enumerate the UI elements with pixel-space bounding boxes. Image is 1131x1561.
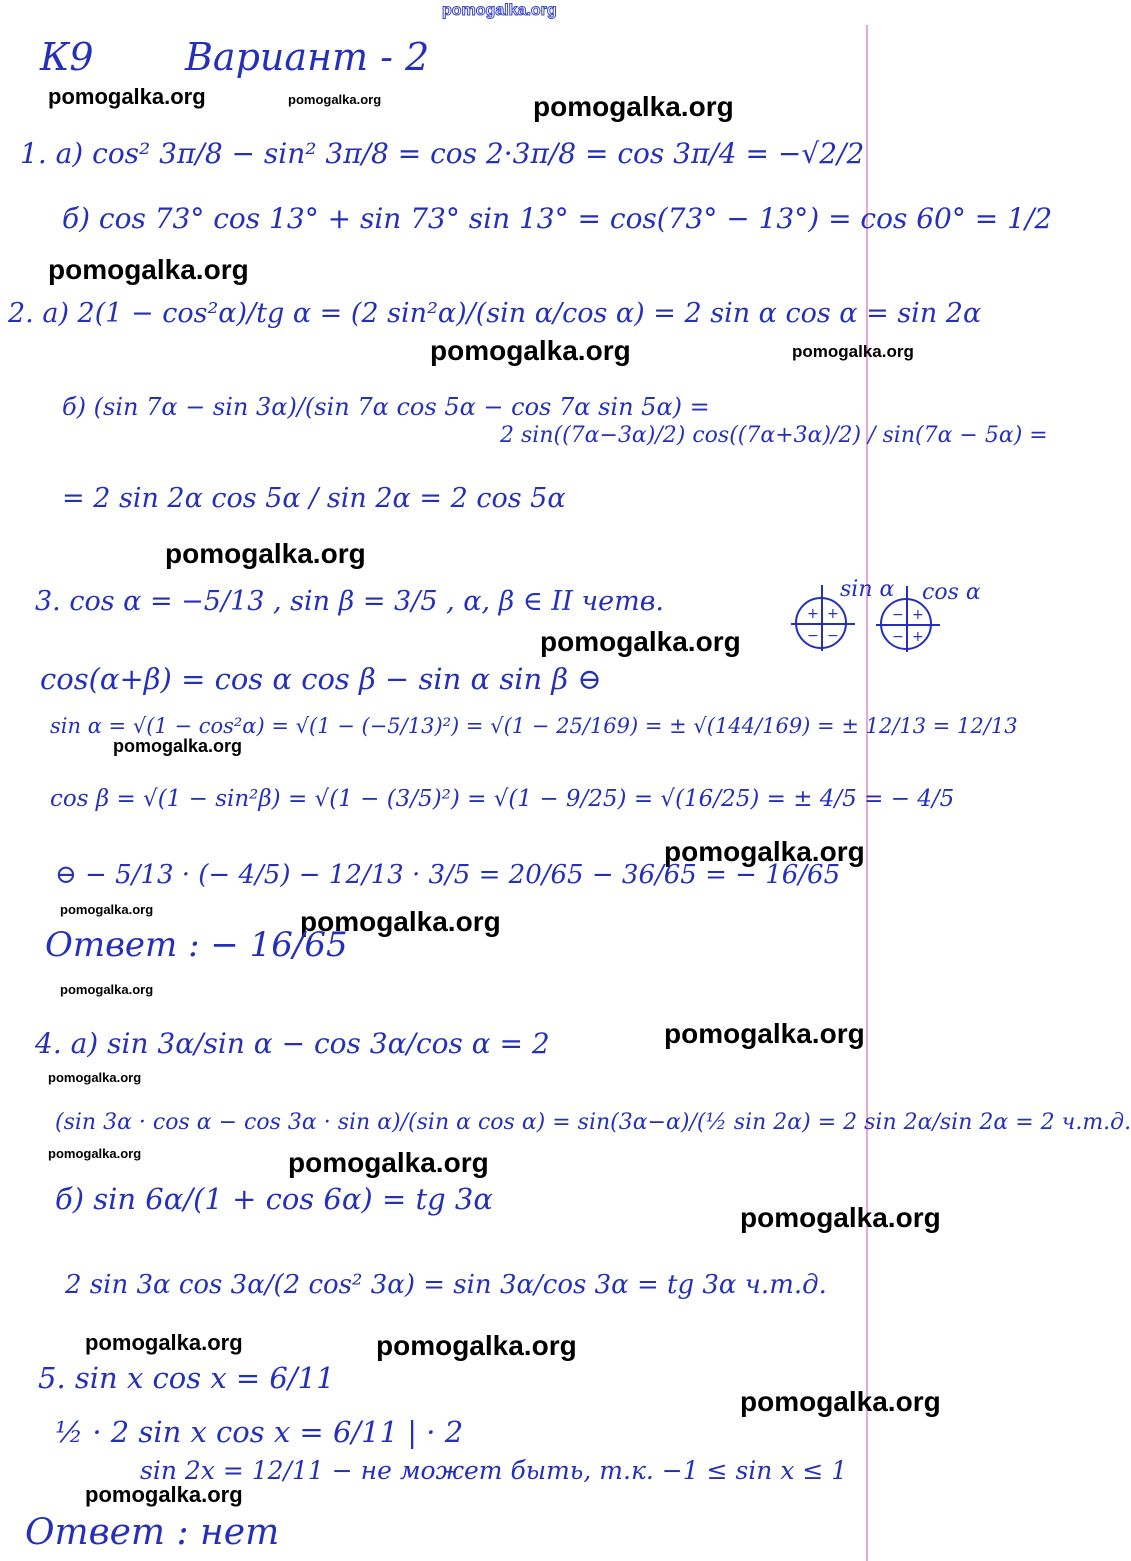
task5-answer: Ответ : нет bbox=[25, 1512, 280, 1553]
watermark: pomogalka.org bbox=[740, 1202, 941, 1233]
cos-sign-circle-icon: − + − + bbox=[880, 598, 932, 650]
task3-formula: cos(α+β) = cos α cos β − sin α sin β ⊖ bbox=[40, 662, 602, 696]
watermark: pomogalka.org bbox=[664, 836, 865, 867]
task5-eq: 5. sin x cos x = 6/11 bbox=[38, 1361, 335, 1395]
watermark: pomogalka.org bbox=[664, 1018, 865, 1049]
watermark: pomogalka.org bbox=[540, 626, 741, 657]
task2-b-result: = 2 sin 2α cos 5α / sin 2α = 2 cos 5α bbox=[62, 483, 566, 514]
watermark: pomogalka.org bbox=[48, 254, 249, 285]
watermark: pomogalka.org bbox=[85, 1482, 243, 1507]
sin-sign-circle-icon: + + − − bbox=[795, 597, 847, 649]
task2-a: 2. а) 2(1 − cos²α)/tg α = (2 sin²α)/(sin α/cos α) = 2 sin α cos α = sin 2α bbox=[8, 298, 982, 329]
task5-result: sin 2x = 12/11 − не может быть, т.к. −1 ≤ sin x ≤ 1 bbox=[140, 1456, 848, 1485]
watermark: pomogalka.org bbox=[165, 538, 366, 569]
watermark: pomogalka.org bbox=[85, 1330, 243, 1355]
task3-given: 3. cos α = −5/13 , sin β = 3/5 , α, β ∈ II четв. bbox=[35, 586, 664, 617]
task2-b-right: 2 sin((7α−3α)/2) cos((7α+3α)/2) / sin(7α − 5α) = bbox=[500, 423, 1048, 448]
task3-calc: ⊖ − 5/13 · (− 4/5) − 12/13 · 3/5 = 20/65 − 36/65 = − 16/65 bbox=[55, 860, 841, 890]
watermark: pomogalka.org bbox=[48, 1146, 142, 1161]
watermark: pomogalka.org bbox=[288, 92, 382, 107]
watermark: pomogalka.org bbox=[60, 982, 154, 997]
task4-b: б) sin 6α/(1 + cos 6α) = tg 3α bbox=[55, 1182, 493, 1216]
watermark: pomogalka.org bbox=[442, 2, 557, 19]
task2-b-left: б) (sin 7α − sin 3α)/(sin 7α cos 5α − cos 7α sin 5α) = bbox=[62, 393, 710, 421]
watermark: pomogalka.org bbox=[430, 335, 631, 366]
variant-title: Вариант - 2 bbox=[185, 35, 430, 79]
watermark: pomogalka.org bbox=[376, 1330, 577, 1361]
task5-step: ½ · 2 sin x cos x = 6/11 | · 2 bbox=[55, 1415, 464, 1449]
task1-b: б) cos 73° cos 13° + sin 73° sin 13° = cos(73° − 13°) = cos 60° = 1/2 bbox=[62, 202, 1053, 235]
task3-sin-alpha: sin α = √(1 − cos²α) = √(1 − (−5/13)²) = √(1 − 25/169) = ± √(144/169) = ± 12/13 = 12/13 bbox=[50, 714, 1018, 738]
watermark: pomogalka.org bbox=[48, 84, 206, 109]
work-number: К9 bbox=[40, 35, 94, 79]
task4-b-proof: 2 sin 3α cos 3α/(2 cos² 3α) = sin 3α/cos 3α = tg 3α ч.т.д. bbox=[65, 1270, 827, 1300]
watermark: pomogalka.org bbox=[48, 1070, 142, 1085]
watermark: pomogalka.org bbox=[113, 736, 243, 756]
watermark: pomogalka.org bbox=[300, 906, 501, 937]
task4-a-proof: (sin 3α · cos α − cos 3α · sin α)/(sin α cos α) = sin(3α−α)/(½ sin 2α) = 2 sin 2α/sin 2α = 2 ч.т.д. bbox=[55, 1110, 1131, 1135]
task4-a: 4. а) sin 3α/sin α − cos 3α/cos α = 2 bbox=[35, 1027, 550, 1060]
cos-axis-label: cos α bbox=[922, 580, 981, 605]
watermark: pomogalka.org bbox=[740, 1386, 941, 1417]
task3-cos-beta: cos β = √(1 − sin²β) = √(1 − (3/5)²) = √(1 − 9/25) = √(16/25) = ± 4/5 = − 4/5 bbox=[50, 786, 955, 812]
watermark: pomogalka.org bbox=[792, 342, 914, 361]
watermark: pomogalka.org bbox=[60, 902, 154, 917]
task1-a: 1. а) cos² 3π/8 − sin² 3π/8 = cos 2·3π/8 = cos 3π/4 = −√2/2 bbox=[20, 137, 865, 170]
sin-axis-label: sin α bbox=[840, 577, 895, 602]
watermark: pomogalka.org bbox=[533, 91, 734, 122]
watermark: pomogalka.org bbox=[288, 1147, 489, 1178]
task3-answer: Ответ : − 16/65 bbox=[45, 925, 348, 965]
